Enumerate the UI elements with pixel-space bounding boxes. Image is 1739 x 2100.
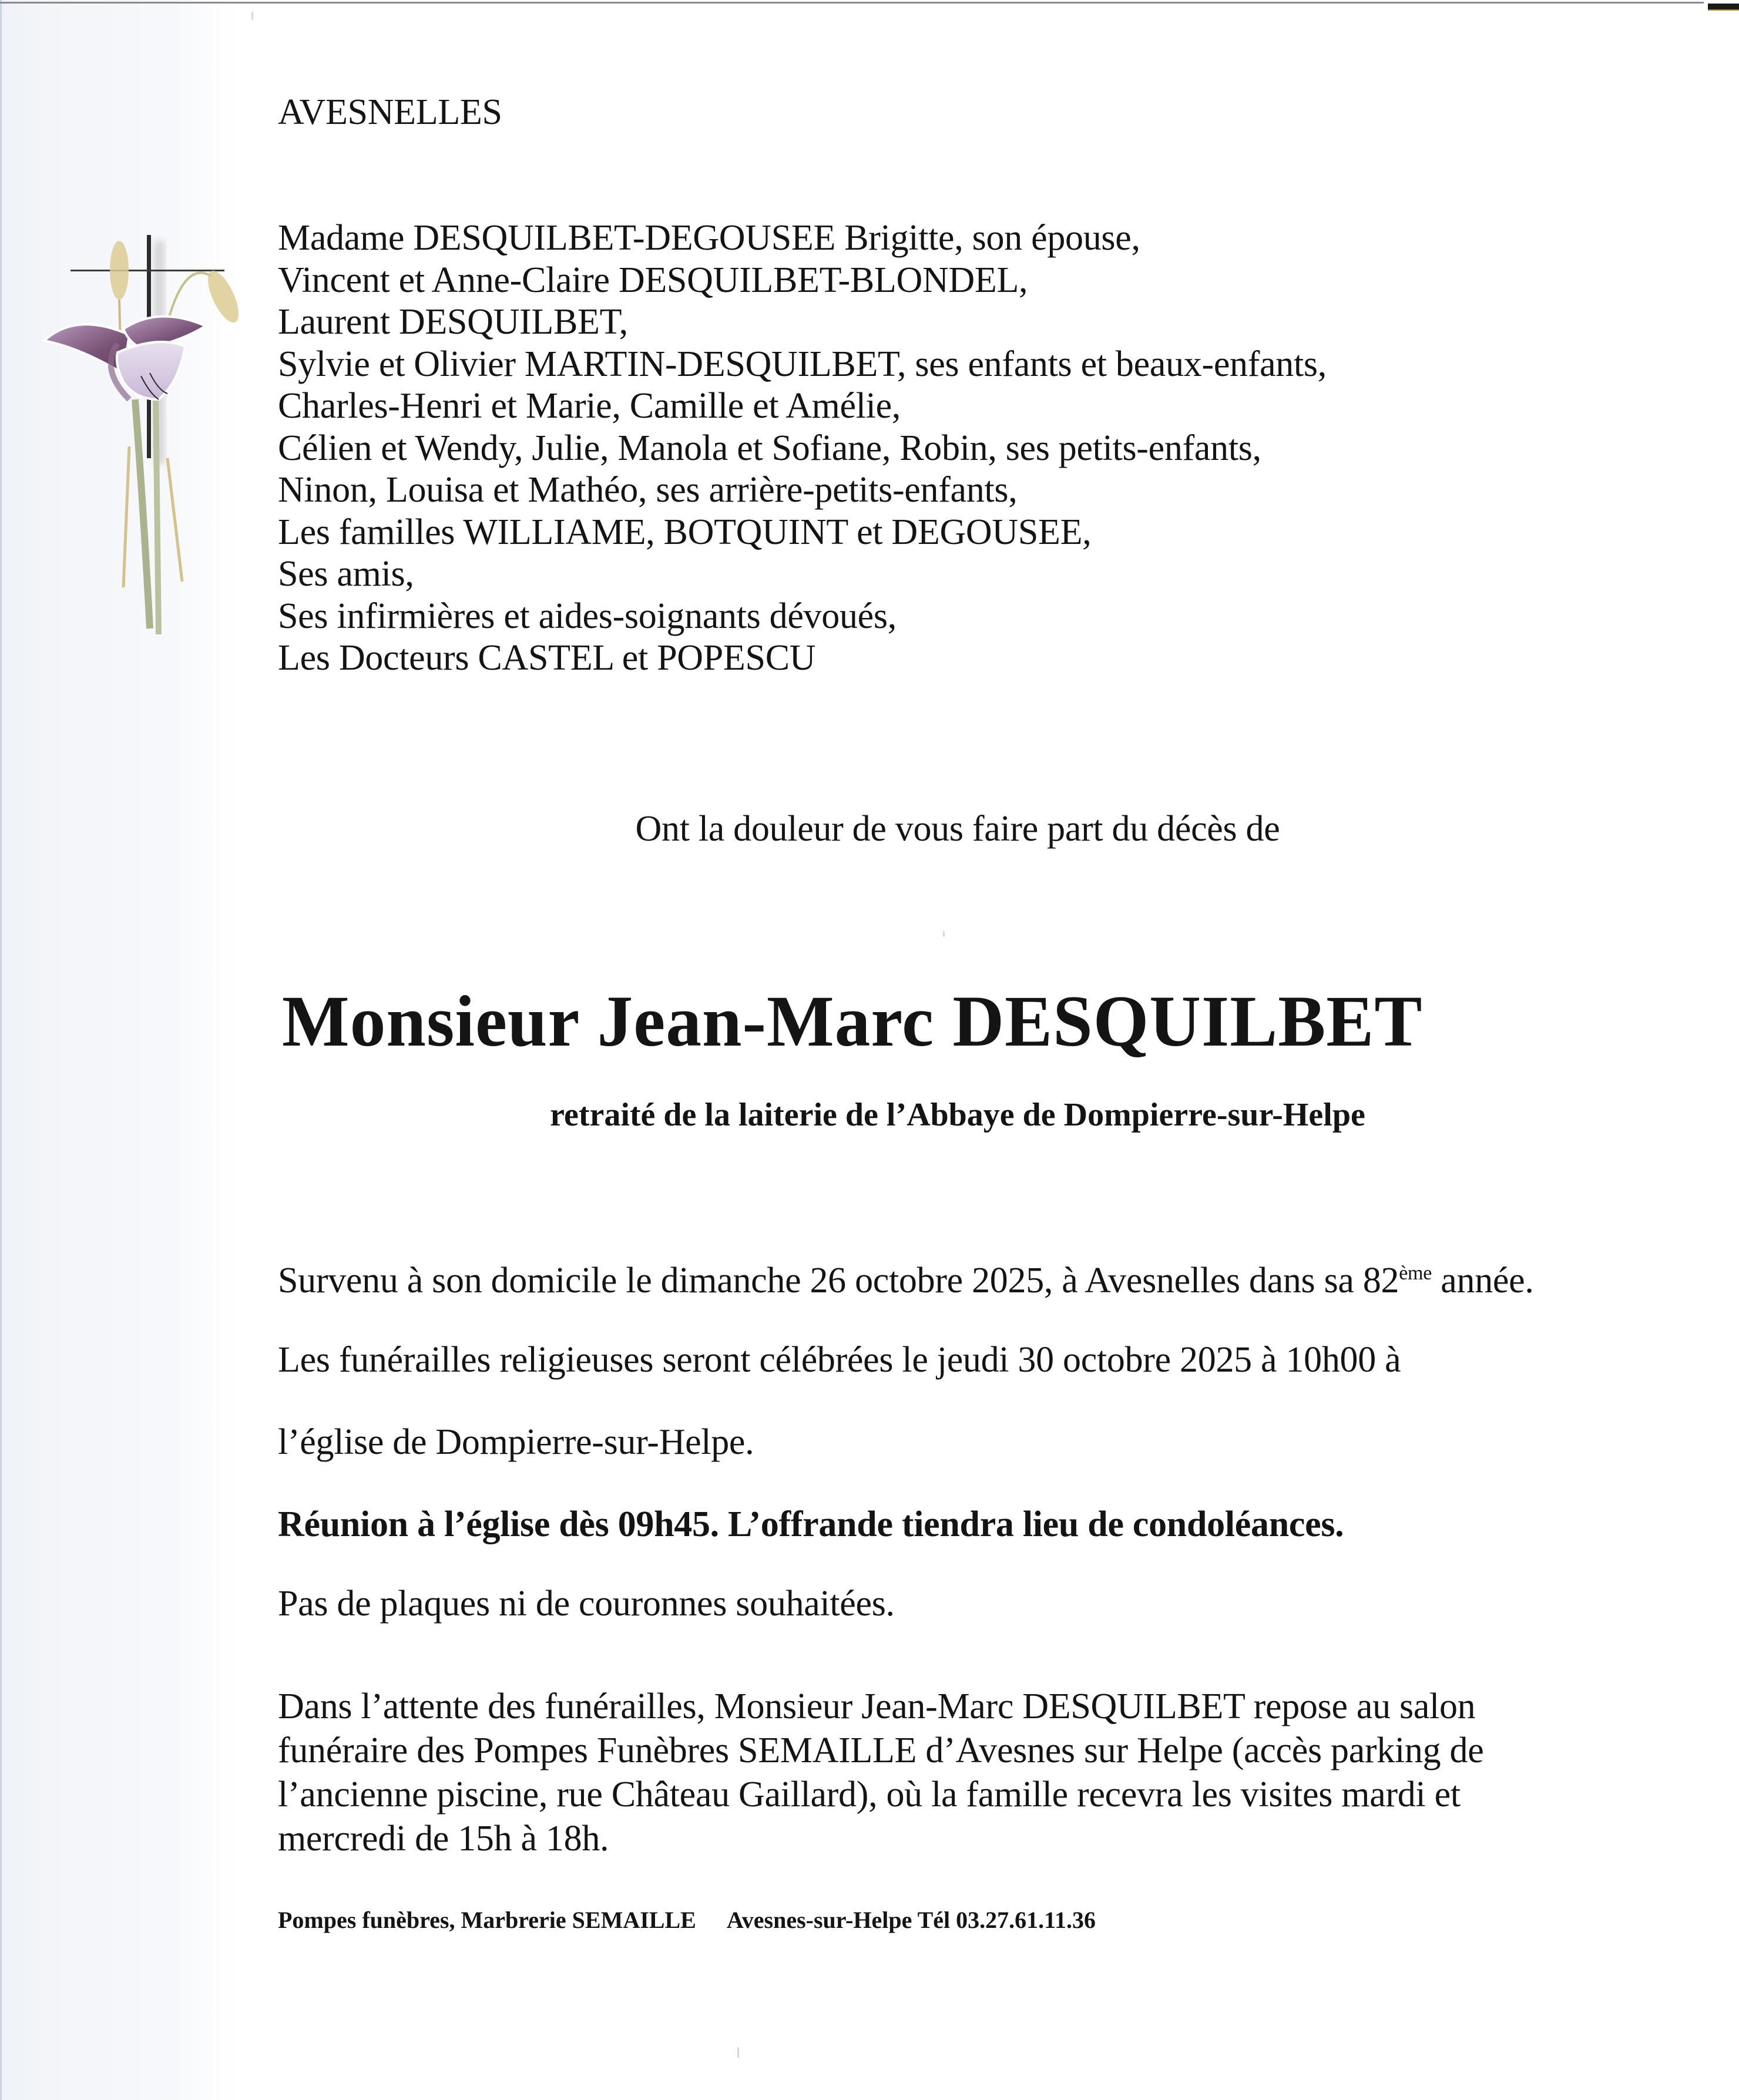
deceased-name: Monsieur Jean-Marc DESQUILBET <box>282 981 1423 1061</box>
top-rule <box>0 2 1704 4</box>
wake-line: Dans l’attente des funérailles, Monsieur Jean-Marc DESQUILBET repose au salon <box>278 1686 1476 1726</box>
wake-line: mercredi de 15h à 18h. <box>278 1819 609 1859</box>
family-line: Célien et Wendy, Julie, Manola et Sofiane, Robin, ses petits-enfants, <box>278 428 1261 468</box>
announcement-text: Ont la douleur de vous faire part du décès de <box>635 809 1280 849</box>
family-line: Ses amis, <box>278 554 414 594</box>
town-heading: AVESNELLES <box>278 92 502 132</box>
cross-with-calla-lily-and-wheat-icon <box>41 223 264 822</box>
lily-bell <box>117 342 185 399</box>
family-line: Ses infirmières et aides-soignants dévoués, <box>278 596 897 636</box>
funeral-details-line-2: l’église de Dompierre-sur-Helpe. <box>278 1422 754 1462</box>
scan-edge <box>0 0 2 2100</box>
funeral-home-footer <box>278 1906 1096 1934</box>
death-notice-text: Survenu à son domicile le dimanche 26 octobre 2025, à Avesnelles dans sa 82 <box>278 1261 1399 1301</box>
family-list <box>278 217 1327 680</box>
deceased-occupation: retraité de la laiterie de l’Abbaye de Dompierre-sur-Helpe <box>550 1097 1365 1133</box>
family-line: Laurent DESQUILBET, <box>278 302 628 342</box>
ordinal-suffix: ème <box>1399 1262 1432 1284</box>
death-notice <box>278 1260 1534 1302</box>
death-notice-end: année. <box>1432 1261 1534 1301</box>
family-line: Sylvie et Olivier MARTIN-DESQUILBET, ses enfants et beaux-enfants, <box>278 344 1327 384</box>
family-line: Charles-Henri et Marie, Camille et Amélie, <box>278 386 901 426</box>
funeral-details-line-1: Les funérailles religieuses seront célébrées le jeudi 30 octobre 2025 à 10h00 à <box>278 1340 1401 1380</box>
corner-mark <box>1708 4 1739 11</box>
family-line: Les Docteurs CASTEL et POPESCU <box>278 638 816 678</box>
family-line: Les familles WILLIAME, BOTQUINT et DEGOUSEE, <box>278 512 1092 552</box>
funeral-home-contact: Avesnes-sur-Helpe Tél 03.27.61.11.36 <box>726 1907 1096 1933</box>
scan-speck <box>943 931 945 937</box>
meeting-notice: Réunion à l’église dès 09h45. L’offrande tiendra lieu de condoléances. <box>278 1504 1344 1544</box>
no-flowers-notice: Pas de plaques ni de couronnes souhaitées. <box>278 1584 895 1624</box>
family-line: Ninon, Louisa et Mathéo, ses arrière-petits-enfants, <box>278 470 1018 510</box>
cross-horizontal <box>70 270 224 271</box>
wake-line: l’ancienne piscine, rue Château Gaillard), où la famille recevra les visites mardi et <box>278 1775 1461 1815</box>
scan-speck <box>251 12 253 20</box>
scan-speck <box>737 2047 739 2058</box>
wake-line: funéraire des Pompes Funèbres SEMAILLE d’Avesnes sur Helpe (accès parking de <box>278 1731 1484 1770</box>
wake-paragraph <box>278 1685 1570 1861</box>
family-line: Madame DESQUILBET-DEGOUSEE Brigitte, son épouse, <box>278 218 1140 258</box>
funeral-home-name: Pompes funèbres, Marbrerie SEMAILLE <box>278 1907 696 1933</box>
wheat-ear-left <box>110 241 129 300</box>
family-line: Vincent et Anne-Claire DESQUILBET-BLONDEL, <box>278 260 1028 300</box>
